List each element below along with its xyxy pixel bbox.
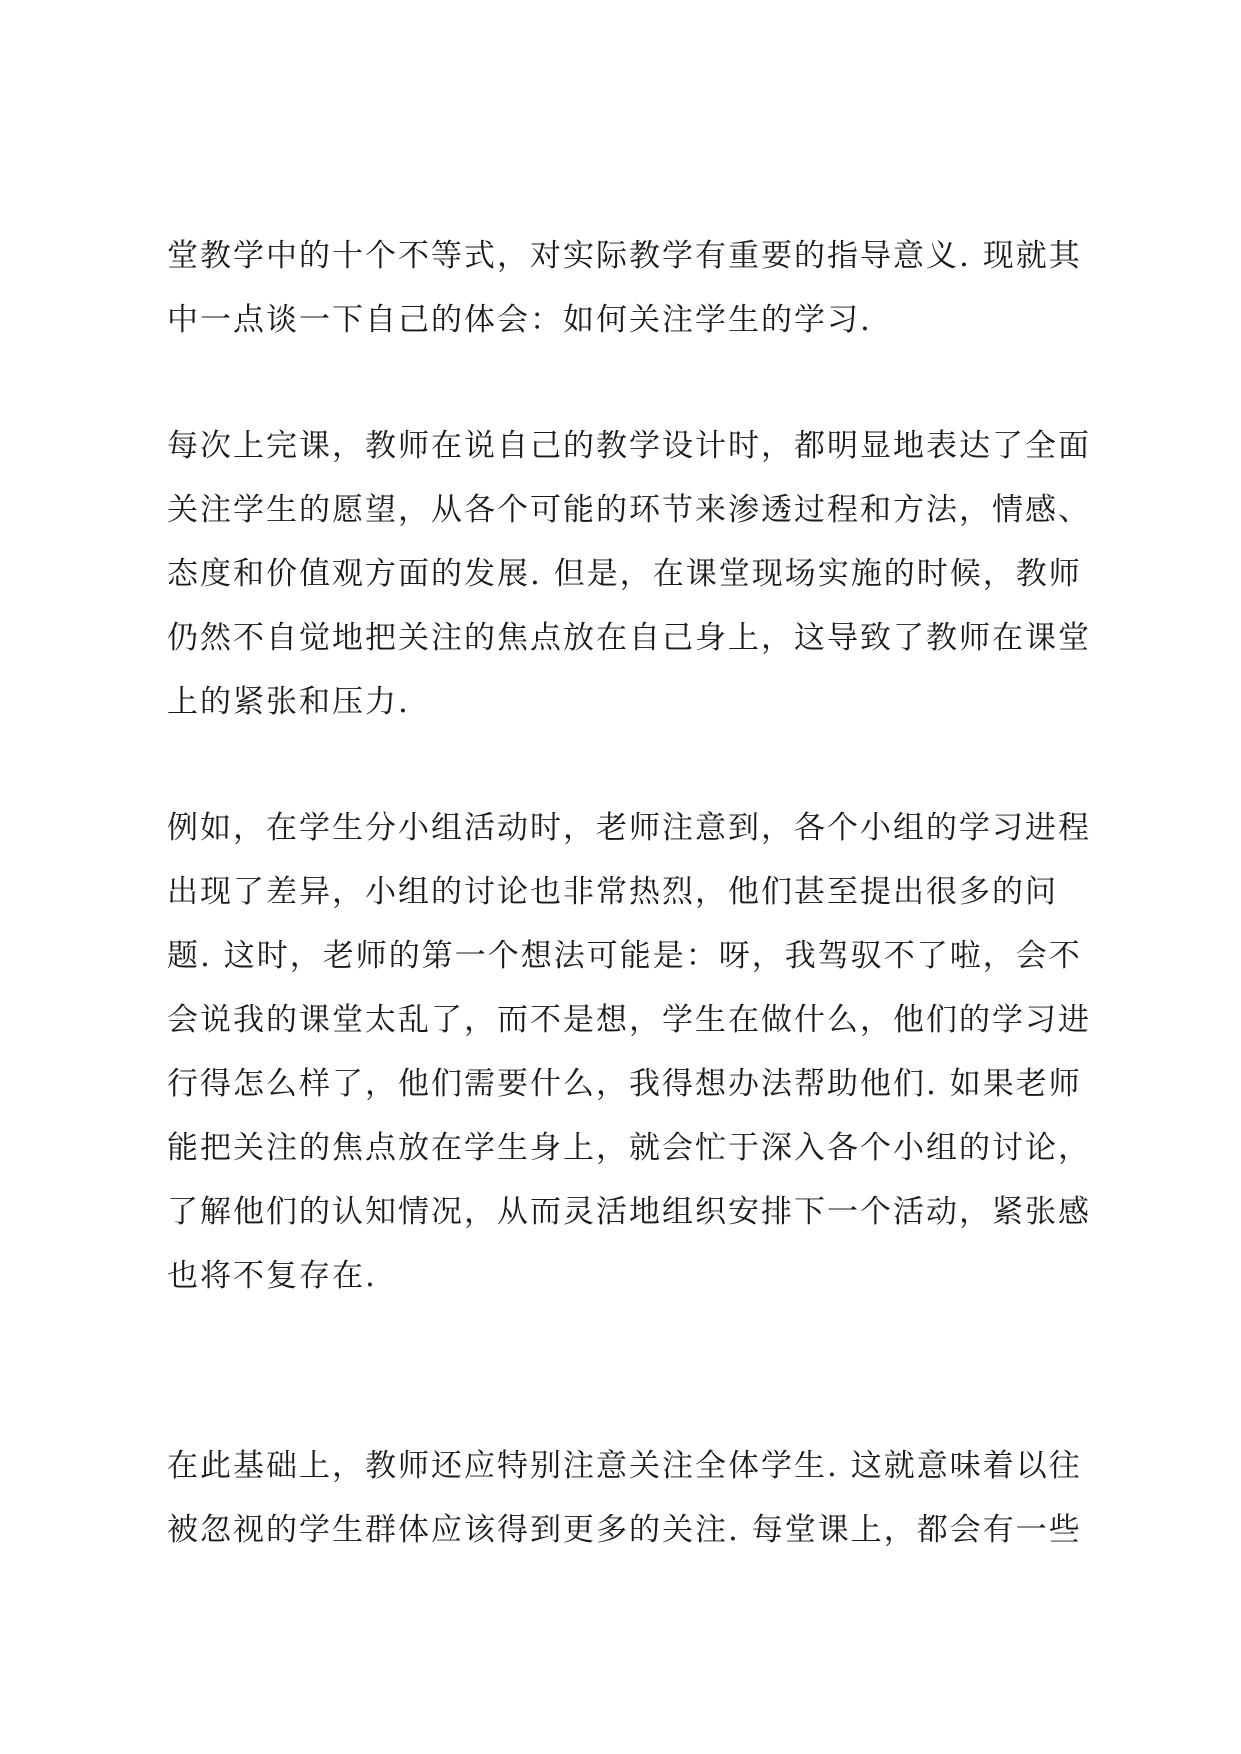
text-line: 能把关注的焦点放在学生身上，就会忙于深入各个小组的讨论，	[167, 1130, 1091, 1166]
text-line: 堂教学中的十个不等式，对实际教学有重要的指导意义. 现就其	[167, 238, 1082, 274]
text-line: 例如，在学生分小组活动时，老师注意到，各个小组的学习进程	[167, 810, 1091, 846]
paragraph	[167, 796, 1097, 1372]
paragraph-spacer	[167, 352, 1097, 414]
paragraph	[167, 1434, 1097, 1562]
text-line: 关注学生的愿望，从各个可能的环节来渗透过程和方法，情感、	[167, 492, 1091, 528]
text-line: 在此基础上，教师还应特别注意关注全体学生. 这就意味着以往	[167, 1448, 1082, 1484]
text-line	[167, 1308, 1097, 1372]
text-line: 被忽视的学生群体应该得到更多的关注. 每堂课上，都会有一些	[167, 1512, 1082, 1548]
text-line: 仍然不自觉地把关注的焦点放在自己身上，这导致了教师在课堂	[167, 620, 1091, 656]
text-line: 上的紧张和压力.	[167, 684, 410, 720]
text-line: 每次上完课，教师在说自己的教学设计时，都明显地表达了全面	[167, 428, 1091, 464]
text-line: 了解他们的认知情况，从而灵活地组织安排下一个活动，紧张感	[167, 1194, 1091, 1230]
document-body	[167, 224, 1097, 1562]
text-line: 题. 这时，老师的第一个想法可能是：呀，我驾驭不了啦，会不	[167, 938, 1082, 974]
paragraph-spacer	[167, 734, 1097, 796]
text-line: 会说我的课堂太乱了，而不是想，学生在做什么，他们的学习进	[167, 1002, 1091, 1038]
text-line: 出现了差异，小组的讨论也非常热烈，他们甚至提出很多的问	[167, 874, 1058, 910]
text-line: 也将不复存在.	[167, 1258, 377, 1294]
paragraph-spacer	[167, 1372, 1097, 1434]
text-line: 行得怎么样了，他们需要什么，我得想办法帮助他们. 如果老师	[167, 1066, 1082, 1102]
text-line: 中一点谈一下自己的体会：如何关注学生的学习.	[167, 302, 872, 338]
paragraph	[167, 414, 1097, 734]
paragraph	[167, 224, 1097, 352]
text-line: 态度和价值观方面的发展. 但是，在课堂现场实施的时候，教师	[167, 556, 1082, 592]
